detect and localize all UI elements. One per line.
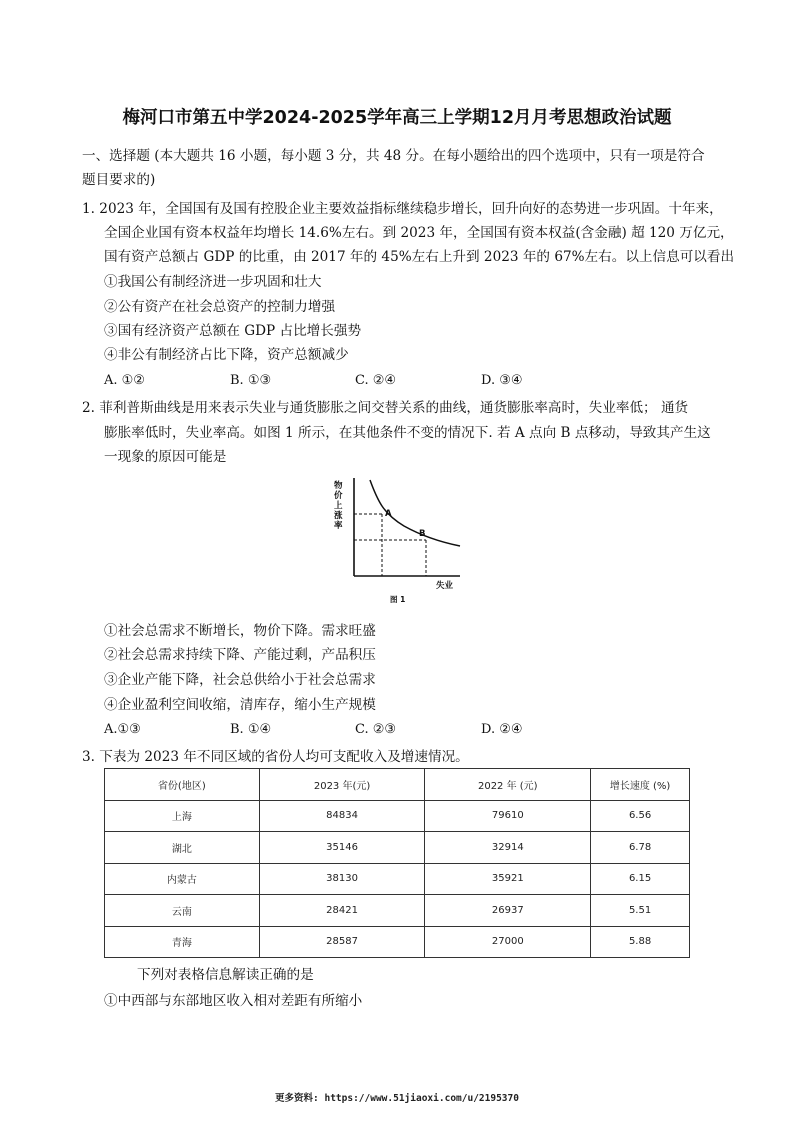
- q2-stem-line-2: 膨胀率低时，失业率高。如图 1 所示，在其他条件不变的情况下. 若 A 点向 B 点移动，导致其产生这: [104, 425, 711, 441]
- q2-stem-line-1: 2. 菲利普斯曲线是用来表示失业与通货膨胀之间交替关系的曲线，通货膨胀率高时，失业率低； 通货: [82, 400, 689, 416]
- table-row: [105, 832, 690, 864]
- figure-ylabel-char-5: 率: [334, 521, 343, 531]
- q2-statement-4: ④企业盈利空间收缩，清库存，缩小生产规模: [104, 697, 376, 713]
- table-cell: 35921: [425, 863, 591, 895]
- table-cell: 26937: [425, 895, 591, 927]
- q1-statement-2: ②公有资产在社会总资产的控制力增强: [104, 299, 336, 315]
- table-header-2023: 2023 年(元): [259, 769, 425, 801]
- page-title: 梅河口市第五中学2024-2025学年高三上学期12月月考思想政治试题: [122, 108, 672, 128]
- q1-statement-1: ①我国公有制经济进一步巩固和壮大: [104, 274, 322, 290]
- table-row: [105, 800, 690, 832]
- q3-prompt: 下列对表格信息解读正确的是: [137, 967, 314, 983]
- table-cell: 5.88: [591, 926, 690, 958]
- section-header-line-1: 一、选择题 (本大题共 16 小题，每小题 3 分，共 48 分。在每小题给出的四个选项中，只有一项是符合: [82, 148, 705, 164]
- q2-option-a: A.①③: [104, 722, 141, 737]
- table-header-growth: 增长速度 (%): [591, 769, 690, 801]
- q3-stem: 3. 下表为 2023 年不同区域的省份人均可支配收入及增速情况。: [82, 749, 469, 765]
- q1-option-c: C. ②④: [355, 373, 397, 388]
- table-cell: 5.51: [591, 895, 690, 927]
- income-table: [104, 768, 690, 958]
- table-cell: 38130: [259, 863, 425, 895]
- table-row: [105, 863, 690, 895]
- q2-option-c: C. ②③: [355, 722, 397, 737]
- table-cell: 6.56: [591, 800, 690, 832]
- table-cell: 35146: [259, 832, 425, 864]
- table-cell: 上海: [105, 800, 260, 832]
- q1-statement-4: ④非公有制经济占比下降，资产总额减少: [104, 347, 349, 363]
- table-header-region: 省份(地区): [105, 769, 260, 801]
- q1-stem-line-3: 国有资产总额占 GDP 的比重，由 2017 年的 45%左右上升到 2023 年的 67%左右。以上信息可以看出: [104, 249, 735, 265]
- table-header-row: [105, 769, 690, 801]
- figure-point-a-label: A: [385, 509, 392, 519]
- table-cell: 6.78: [591, 832, 690, 864]
- phillips-curve-figure: [332, 472, 462, 604]
- table-cell: 28587: [259, 926, 425, 958]
- table-cell: 青海: [105, 926, 260, 958]
- section-header-line-2: 题目要求的): [82, 172, 156, 188]
- table-header-2022: 2022 年 (元): [425, 769, 591, 801]
- q1-option-d: D. ③④: [481, 373, 523, 388]
- figure-ylabel-char-1: 物: [334, 481, 343, 491]
- table-cell: 28421: [259, 895, 425, 927]
- table-cell: 32914: [425, 832, 591, 864]
- q2-option-d: D. ②④: [481, 722, 523, 737]
- figure-xlabel: 失业: [436, 581, 454, 591]
- q1-stem-line-2: 全国企业国有资本权益年均增长 14.6%左右。到 2023 年，全国国有资本权益(含金融) 超 120 万亿元，: [104, 225, 734, 241]
- q1-option-a: A. ①②: [104, 373, 145, 388]
- q2-statement-1: ①社会总需求不断增长，物价下降。需求旺盛: [104, 623, 376, 639]
- figure-point-b-label: B: [419, 529, 426, 539]
- footer-link[interactable]: 更多资料: https://www.51jiaoxi.com/u/2195370: [275, 1093, 519, 1104]
- q3-statement-1: ①中西部与东部地区收入相对差距有所缩小: [104, 993, 363, 1009]
- table-row: [105, 926, 690, 958]
- q1-statement-3: ③国有经济资产总额在 GDP 占比增长强势: [104, 323, 362, 339]
- q1-stem-line-1: 1. 2023 年，全国国有及国有控股企业主要效益指标继续稳步增长，回升向好的态势进一步巩固。十年来，: [82, 201, 723, 217]
- figure-ylabel-char-3: 上: [334, 501, 343, 511]
- table-cell: 云南: [105, 895, 260, 927]
- figure-ylabel-char-2: 价: [334, 491, 343, 501]
- figure-ylabel-char-4: 涨: [334, 511, 343, 521]
- table-cell: 内蒙古: [105, 863, 260, 895]
- q2-statement-3: ③企业产能下降，社会总供给小于社会总需求: [104, 672, 376, 688]
- figure-caption: 图 1: [390, 595, 406, 604]
- q1-option-b: B. ①③: [230, 373, 272, 388]
- table-cell: 湖北: [105, 832, 260, 864]
- table-cell: 27000: [425, 926, 591, 958]
- table-row: [105, 895, 690, 927]
- table-cell: 79610: [425, 800, 591, 832]
- q2-statement-2: ②社会总需求持续下降、产能过剩，产品积压: [104, 647, 376, 663]
- q2-option-b: B. ①④: [230, 722, 272, 737]
- table-cell: 6.15: [591, 863, 690, 895]
- phillips-curve: [370, 480, 460, 546]
- q2-stem-line-3: 一现象的原因可能是: [104, 449, 227, 465]
- table-cell: 84834: [259, 800, 425, 832]
